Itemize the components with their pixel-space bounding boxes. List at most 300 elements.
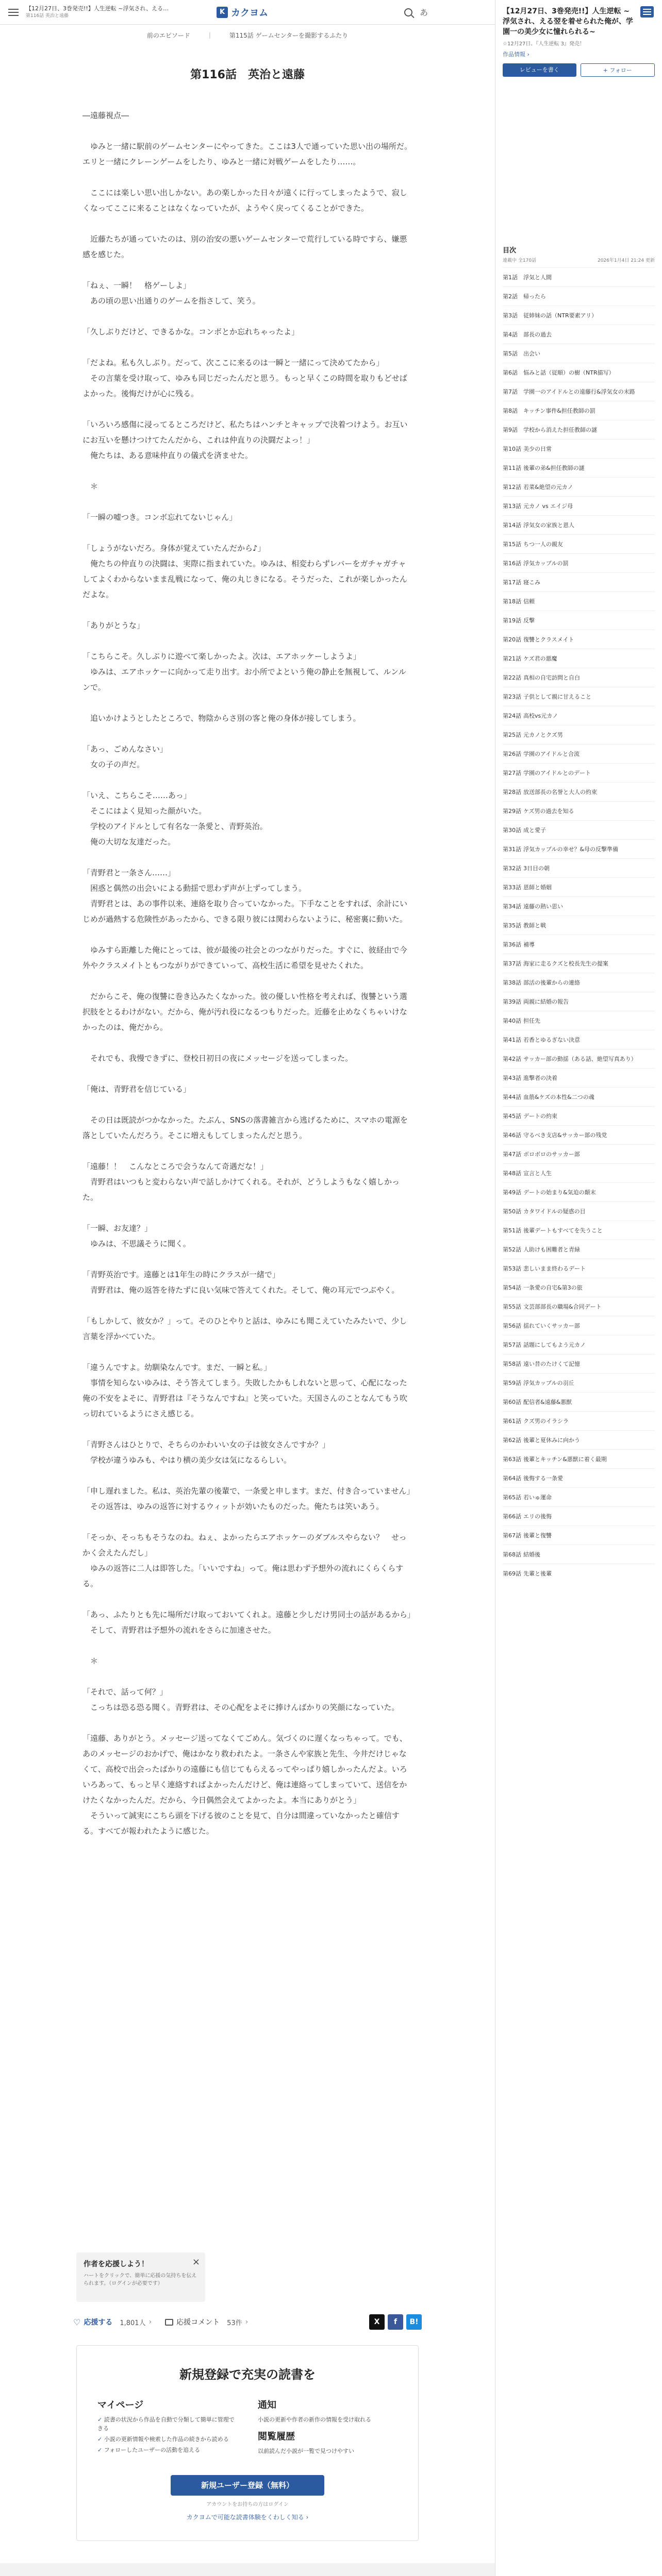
table-of-contents <box>495 245 662 1583</box>
toc-item-label: 結婚後 <box>523 1551 540 1558</box>
toc-item[interactable] <box>503 344 655 363</box>
toc-item[interactable] <box>503 973 655 992</box>
body-paragraph: 「いえ、こちらこそ……あっ」 <box>82 791 191 800</box>
heart-icon[interactable]: ♡ <box>73 2317 81 2327</box>
reader-main <box>0 25 495 2563</box>
body-paragraph: 「遠藤、ありがとう。メッセージ送ってなくてごめん。気づくのに遅くなっちゃって。でも、あのメッセージのおかげで、俺はかなり救われたよ。一条さんや家族と先生、今井だけじゃなくて、高校で出会ったばかりの遠藤にも信じてもらえるってやっぱり嬉しかったんだよ。いろいろあって、もっと早く連絡すればよかったんだけど、俺は連絡ってしまっていて、送信をかけたくなかったんだ。だから、今日偶然会えてよかったよ。本当にありがとう」 <box>82 1734 407 1805</box>
support-tip-text: ハートをクリックで、簡単に応援の気持ちを伝えられます。（ログインが必要です） <box>84 2273 197 2286</box>
register-title: 新規登録で充実の読書を <box>179 2367 316 2382</box>
body-paragraph: 「青野さんはひとりで、そちらのかわいい女の子は彼女さんですか？」 <box>82 1440 330 1449</box>
toc-item-number: 第58話 <box>503 1361 521 1367</box>
register-button[interactable]: 新規ユーザー登録（無料） <box>171 2475 324 2496</box>
toc-item[interactable] <box>503 782 655 801</box>
body-paragraph: 俺たちは、ある意味仲直りの儀式を済ませた。 <box>82 451 253 460</box>
toc-item-number: 第5話 <box>503 350 518 357</box>
toc-item[interactable] <box>503 706 655 725</box>
toc-item[interactable] <box>503 1030 655 1049</box>
toc-item-label: 浮気と人間 <box>523 274 552 281</box>
toc-item-number: 第1話 <box>503 274 518 281</box>
toc-item-number: 第12話 <box>503 484 521 490</box>
sidebar-work-info-link[interactable]: 作品情報 › <box>503 51 529 58</box>
toc-item[interactable] <box>503 1240 655 1259</box>
toc-item[interactable] <box>503 1526 655 1545</box>
body-paragraph: ゆみと一緒に駅前のゲームセンターにやってきた。ここは3人で通っていた思い出の場所だ。エリと一緒にクレーンゲームをしたり、ゆみと一緒に対戦ゲームをしたり……。 <box>82 142 412 166</box>
work-title-header[interactable] <box>26 5 201 20</box>
toc-item-label: 学校から消えた担任教師の謎 <box>523 427 597 433</box>
toc-item-number: 第48話 <box>503 1170 521 1177</box>
toc-item-number: 第16話 <box>503 560 521 567</box>
toc-item[interactable] <box>503 1373 655 1392</box>
body-paragraph <box>82 695 412 710</box>
toc-item[interactable] <box>503 553 655 572</box>
body-paragraph <box>82 1514 412 1530</box>
body-paragraph <box>82 633 412 649</box>
toc-item-number: 第64話 <box>503 1475 521 1482</box>
font-size-icon[interactable]: あ <box>419 8 428 18</box>
toc-item-number: 第34話 <box>503 903 521 910</box>
toc-item-label: デートの始まり&気迫の顛末 <box>523 1189 596 1196</box>
mypage-item: ✓ フォローしたユーザーの活動を追える <box>97 2446 237 2454</box>
body-paragraph <box>82 216 412 231</box>
toc-item[interactable] <box>503 1182 655 1201</box>
current-episode-link[interactable]: 第115話 ゲームセンターを撮影するふたり <box>229 31 349 39</box>
body-paragraph: その日は既読がつかなかった。たぶん、SNSの落書雑言から逃げるために、スマホの電源を落としていたんだろう。そこに増えもしてしまったんだと思う。 <box>82 1115 408 1140</box>
toc-item-number: 第56話 <box>503 1323 521 1329</box>
toc-item[interactable] <box>503 763 655 782</box>
toc-item-number: 第38話 <box>503 979 521 986</box>
login-link[interactable]: アカウントをお持ちの方はログイン <box>206 2502 289 2507</box>
work-sidebar <box>495 0 662 2576</box>
toc-item-label: 一条愛の自宅&第3の旅 <box>523 1284 583 1291</box>
toc-item-number: 第10話 <box>503 446 521 452</box>
toc-item[interactable] <box>503 1487 655 1506</box>
toc-item-number: 第7話 <box>503 388 518 395</box>
toc-item-number: 第46話 <box>503 1132 521 1139</box>
toc-item[interactable] <box>503 1278 655 1297</box>
toc-item[interactable] <box>503 858 655 877</box>
toc-item-label: 進撃者の決着 <box>523 1075 557 1081</box>
body-paragraph: 女の子の声だ。 <box>82 760 145 769</box>
toc-item-number: 第45話 <box>503 1113 521 1120</box>
comment-count[interactable]: 53件 <box>227 2319 242 2327</box>
body-paragraph: 事情を知らないゆみは、そう答えてしまう。失敗したかもしれないと思って、心配になった俺の不安をよそに、青野君は『そうなんですね』と笑っていた。天国さんのことなんてもう吹っ切れているようにさえ感じる。 <box>82 1378 408 1418</box>
toc-item-number: 第8話 <box>503 408 518 414</box>
body-paragraph: ―遠藤視点― <box>82 111 129 120</box>
toc-item-label: 学園のアイドルと合流 <box>523 751 580 757</box>
body-paragraph <box>82 340 412 355</box>
body-paragraph <box>82 309 412 324</box>
toc-item-label: 真相の自宅訪問と自白 <box>523 674 580 681</box>
toc-item-label: サッカー部の動揺（ある話、絶望写真あり） <box>523 1056 637 1062</box>
toc-item-number: 第11話 <box>503 465 521 471</box>
toc-item-label: ちつ一人の親友 <box>523 541 563 548</box>
toc-item-label: 後輩の弟&担任教師の謎 <box>523 465 585 471</box>
toc-item[interactable] <box>503 363 655 382</box>
body-paragraph <box>82 1298 412 1313</box>
toc-item-label: 守るべき支店&サッカー部の残党 <box>523 1132 607 1139</box>
toc-item-number: 第3話 <box>503 312 518 319</box>
toc-item-number: 第67話 <box>503 1532 521 1539</box>
toc-item[interactable] <box>503 1545 655 1564</box>
toc-item-label: 若いゅ運命 <box>523 1494 552 1501</box>
toc-item[interactable] <box>503 382 655 401</box>
toc-item[interactable] <box>503 1163 655 1182</box>
toc-item[interactable] <box>503 896 655 916</box>
toc-item[interactable] <box>503 1144 655 1163</box>
toc-item-number: 第13話 <box>503 503 521 510</box>
body-paragraph <box>82 1591 412 1607</box>
body-paragraph: ゆみの返答に二人は即答した。「いいですね」って。俺は思わず予想外の流れにくらくらする。 <box>82 1564 404 1588</box>
chevron-right-icon: › <box>245 2318 249 2326</box>
toc-item-number: 第18話 <box>503 598 521 605</box>
toc-item-number: 第33話 <box>503 884 521 891</box>
body-paragraph: そういって誠実にこちら頭を下げる彼のことを見て、自分は間違っていなかったと確信する。すべてが報われたように感じた。 <box>82 1811 400 1836</box>
toc-title: 目次 <box>503 247 517 255</box>
toc-item-label: 悩みと話（従順）の樹（NTR描写） <box>523 369 615 376</box>
body-paragraph: 「あっ、ふたりとも先に場所だけ取っておいてくれよ。遠藤と少しだけ男同士の話があるから」 <box>82 1610 415 1619</box>
toc-item[interactable] <box>503 1449 655 1468</box>
comment-button[interactable]: 応援コメント <box>176 2318 220 2327</box>
toc-item[interactable] <box>503 439 655 458</box>
toc-item-number: 第4話 <box>503 331 518 338</box>
body-paragraph: 「こちらこそ。久しぶりに遊べて楽しかったよ。次は、エアホッケーしようよ」 <box>82 652 361 661</box>
body-paragraph: ゆみは、エアホッケーに向かって走り出す。お小所でよという俺の静止を無視して、ルンルンで。 <box>82 667 406 692</box>
toc-item-number: 第2話 <box>503 293 518 300</box>
toc-item-number: 第62話 <box>503 1437 521 1444</box>
body-paragraph: 追いかけようとしたところで、物陰からさ別の客と俺の身体が接してしまう。 <box>82 714 361 723</box>
toc-item-label: 血筋&ケズの本性&二つの魂 <box>523 1094 594 1100</box>
body-paragraph: それでも、我慢できずに、登校日初日の夜にメッセージを送ってしまった。 <box>82 1054 353 1063</box>
body-paragraph: 青野君は、俺の返答を待たずに良い気味で答えてくれた。そして、俺の耳元でつぶやく。 <box>82 1285 400 1295</box>
toc-item[interactable] <box>503 1221 655 1240</box>
toc-item-number: 第50話 <box>503 1208 521 1215</box>
panel-toggle-icon[interactable] <box>640 6 654 18</box>
toc-item[interactable] <box>503 1430 655 1449</box>
toc-item-number: 第26話 <box>503 751 521 757</box>
body-paragraph: だからこそ、俺の復讐に巻き込みたくなかった。彼の優しい性格を考えれば、復讐という選択肢をとるわけがない。だから、俺が汚れ役になるつもりだった。近藤を止めなくちゃいけなかったのは、俺だから。 <box>82 992 407 1032</box>
support-button[interactable]: 応援する <box>84 2318 113 2327</box>
body-paragraph: 俺たちの仲直りの決闘は、実際に指まれていた。ゆみは、相変わらずレバーをガチャガチャしてよくわからないまま乱戦になって、俺の丸じきになる。そうだった、これが楽しかったんだよな。 <box>82 559 407 599</box>
toc-item[interactable] <box>503 668 655 687</box>
toc-item[interactable] <box>503 1106 655 1125</box>
toc-item-number: 第29話 <box>503 808 521 815</box>
toc-item-label: 元カノ vs エイジ母 <box>523 503 573 510</box>
toc-item[interactable] <box>503 954 655 973</box>
toc-item[interactable] <box>503 1201 655 1221</box>
toc-item[interactable] <box>503 630 655 649</box>
body-paragraph: 「一瞬の嘘つき。コンボ忘れてないじゃん」 <box>82 513 237 522</box>
register-panel <box>76 2345 419 2541</box>
toc-item[interactable] <box>503 1564 655 1583</box>
follow-button[interactable]: + フォロー <box>581 63 655 77</box>
toc-item[interactable] <box>503 496 655 515</box>
body-paragraph: 「俺は、青野君を信じている」 <box>82 1084 191 1094</box>
body-paragraph: 「あっ、ごめんなさい」 <box>82 744 168 754</box>
toc-item-number: 第59話 <box>503 1380 521 1386</box>
toc-item[interactable] <box>503 1259 655 1278</box>
toc-item-label: 後輩デートもすべてを失うこと <box>523 1227 603 1234</box>
body-paragraph: 「久しぶりだけど、できるかな。コンボとか忘れちゃったよ」 <box>82 327 300 336</box>
toc-item-number: 第37話 <box>503 960 521 967</box>
toc-item-label: 若菜&絶望の元カノ <box>523 484 573 490</box>
toc-item-number: 第17話 <box>503 579 521 586</box>
body-paragraph: 「青野英治です。遠藤とは1年生の時にクラスが一緒で」 <box>82 1270 280 1279</box>
toc-item-number: 第47話 <box>503 1151 521 1158</box>
body-paragraph: 「違うんですよ。幼馴染なんです。まだ、一瞬と私。」 <box>82 1363 272 1372</box>
x-share-icon[interactable]: X <box>369 2314 385 2330</box>
body-paragraph: その返答は、ゆみの返答に対するウィットが効いたものだった。俺たちは笑いあう。 <box>82 1502 384 1511</box>
toc-item-number: 第66話 <box>503 1513 521 1520</box>
toc-item[interactable] <box>503 591 655 611</box>
toc-item-label: 両親に結婚の報告 <box>523 998 569 1005</box>
toc-item-label: 遠い昔のたけくて記憶 <box>523 1361 580 1367</box>
toc-item[interactable] <box>503 534 655 553</box>
body-paragraph: 青野君とは、あの事件以来、連絡を取り合っていなかった。下手なことをすれば、余計にいじめが過熱する危険性があったから、できる限り彼には関わらないように、秘密裏に動いた。 <box>82 899 408 924</box>
body-paragraph <box>82 1421 412 1437</box>
body-paragraph: あの頃の思い出通りのゲームを指さして、笑う。 <box>82 296 260 306</box>
toc-item-label: 浮気カップルの羽丘 <box>523 1380 574 1386</box>
body-paragraph: 「そっか、そっちもそうなのね。ねぇ、よかったらエアホッケーのダブルスやらない？ せっかく会えたんだし」 <box>82 1533 407 1557</box>
body-paragraph: ゆみすら距離した俺にとっては、彼が最後の社会とのつながりだった。すぐに、彼経由で今外やクラスメイトともつながりができていって、高校生活に希望を見せたくれた。 <box>82 945 407 970</box>
notify-text: 小説の更新や作者の新作の情報を受け取れる <box>258 2416 371 2423</box>
toc-item-label: 先輩と後輩 <box>523 1570 552 1577</box>
nav-separator: | <box>208 31 211 39</box>
body-paragraph: そこにはよく見知った顔がいた。 <box>82 806 207 816</box>
comment-icon[interactable] <box>165 2319 173 2326</box>
toc-item-label: 人助けも困難者と青緑 <box>523 1246 580 1253</box>
body-paragraph: 「もしかして、彼女か？」って。そのひとやりと話は、ゆみにも聞こえていたみたいで、少し言葉を浮かべていた。 <box>82 1316 407 1341</box>
toc-item[interactable] <box>503 992 655 1011</box>
toc-item-label: ケズ男の過去を知る <box>523 808 574 815</box>
toc-item-number: 第39話 <box>503 998 521 1005</box>
body-paragraph <box>82 262 412 278</box>
toc-item[interactable] <box>503 477 655 496</box>
toc-item-label: 担任先 <box>523 1018 540 1024</box>
toc-item-label: デートの約束 <box>523 1113 557 1120</box>
toc-item[interactable] <box>503 611 655 630</box>
toc-item-label: 遠藤の熱い思い <box>523 903 563 910</box>
toc-item-label: 高校vs元カノ <box>523 713 558 719</box>
toc-item-label: 配信者&遠藤&悪獣 <box>523 1399 572 1405</box>
body-paragraph <box>82 1344 412 1360</box>
episode-body <box>82 108 415 1839</box>
toc-item-label: 復讐とクラスメイト <box>523 636 574 643</box>
toc-item[interactable] <box>503 725 655 744</box>
toc-item[interactable] <box>503 801 655 820</box>
body-paragraph <box>82 1205 412 1221</box>
toc-item-number: 第36話 <box>503 941 521 948</box>
toc-item[interactable] <box>503 687 655 706</box>
facebook-share-icon[interactable]: f <box>388 2314 403 2330</box>
body-paragraph <box>82 525 412 540</box>
toc-item[interactable] <box>503 1354 655 1373</box>
body-paragraph <box>82 463 412 479</box>
toc-item-number: 第65話 <box>503 1494 521 1501</box>
toc-item-label: 宣言と人生 <box>523 1170 552 1177</box>
body-paragraph: ここには楽しい思い出しかない。あの楽しかった日々が遠くに行ってしまったようで、寂しくなってここに来ることはなくなっていたが、ようやく戻ってくることができた。 <box>82 188 407 213</box>
body-paragraph <box>82 1669 412 1684</box>
toc-item-number: 第6話 <box>503 369 518 376</box>
toc-item[interactable] <box>503 286 655 306</box>
toc-item[interactable] <box>503 1506 655 1526</box>
body-paragraph: ＊ <box>82 482 98 491</box>
toc-item-number: 第24話 <box>503 713 521 719</box>
sidebar-catchphrase: ☆12月27日、『人生逆転 3』発売！ <box>503 41 585 47</box>
toc-item[interactable] <box>503 1068 655 1087</box>
body-paragraph <box>82 170 412 185</box>
toc-item[interactable] <box>503 877 655 896</box>
toc-item-label: カタワイドルの疑惑の目 <box>523 1208 586 1215</box>
toc-item-label: 元カノとクズ男 <box>523 732 563 738</box>
body-paragraph: その言葉を受け取って、ゆみも同じだったんだと思う。もっと早くこの時間を取りもどせばよかった。後悔だけが心に残る。 <box>82 374 407 398</box>
toc-item[interactable] <box>503 839 655 858</box>
toc-item-number: 第40話 <box>503 1018 521 1024</box>
toc-item-label: 放送部長の名誉と大人の約束 <box>523 789 597 795</box>
toc-item-number: 第20話 <box>503 636 521 643</box>
toc-item-number: 第30話 <box>503 827 521 834</box>
toc-item[interactable] <box>503 916 655 935</box>
toc-item-number: 第61話 <box>503 1418 521 1425</box>
toc-item[interactable] <box>503 401 655 420</box>
toc-item[interactable] <box>503 935 655 954</box>
toc-item-number: 第27話 <box>503 770 521 776</box>
toc-item-label: 出会い <box>523 350 540 357</box>
body-paragraph: 「ねぇ、一瞬！ 格ゲーしよ」 <box>82 281 191 290</box>
toc-item-number: 第22話 <box>503 674 521 681</box>
toc-item[interactable] <box>503 267 655 286</box>
toc-item-label: 反撃 <box>523 617 535 624</box>
body-paragraph: 俺の大切な友達だった。 <box>82 837 176 846</box>
body-paragraph: 近藤たちが通っていたのは、別の治安の悪いゲームセンターで荒行している時ですら、嫌悪感を感じた。 <box>82 234 407 259</box>
toc-item-number: 第63話 <box>503 1456 521 1463</box>
body-paragraph <box>82 1251 412 1267</box>
toc-item-number: 第42話 <box>503 1056 521 1062</box>
body-paragraph <box>82 1468 412 1483</box>
toc-item[interactable] <box>503 572 655 591</box>
toc-item[interactable] <box>503 420 655 439</box>
body-paragraph: 青野君はいつもと変わらない声で話しかけてくれる。それが、どうしようもなく嬉しかった。 <box>82 1177 400 1202</box>
toc-item-number: 第43話 <box>503 1075 521 1081</box>
header-title: 【12月27日、3巻発売!!】人生逆転 ~浮気され、える… <box>26 5 169 12</box>
sidebar-work-title[interactable]: 【12月27日、3巻発売!!】人生逆転 ~浮気され、える翌を着せられた俺が、学園一の美少女に憧れられる~ <box>503 7 633 36</box>
body-paragraph <box>82 1066 412 1081</box>
toc-item-number: 第57話 <box>503 1342 521 1348</box>
toc-item[interactable] <box>503 306 655 325</box>
search-icon[interactable] <box>404 8 412 16</box>
toc-item-label: 浮気女の家族と恩人 <box>523 522 574 529</box>
toc-item[interactable] <box>503 1392 655 1411</box>
write-review-button[interactable]: レビューを書く <box>503 63 576 77</box>
body-paragraph: 「青野君と一条さん……」 <box>82 868 176 877</box>
toc-item[interactable] <box>503 820 655 839</box>
toc-item-number: 第44話 <box>503 1094 521 1100</box>
toc-item-number: 第55話 <box>503 1303 521 1310</box>
body-paragraph <box>82 772 412 788</box>
toc-item[interactable] <box>503 325 655 344</box>
toc-item[interactable] <box>503 1297 655 1316</box>
toc-item[interactable] <box>503 1411 655 1430</box>
toc-item[interactable] <box>503 1087 655 1106</box>
toc-item-number: 第32話 <box>503 865 521 872</box>
toc-item-label: 悲しいまま終わるデート <box>523 1265 586 1272</box>
toc-item-label: 子供として親に甘えること <box>523 693 591 700</box>
header-subtitle: 第116話 英治と遠藤 <box>26 13 69 19</box>
toc-item[interactable] <box>503 1125 655 1144</box>
support-tip-title: 作者を応援しよう！ <box>84 2260 148 2268</box>
toc-item[interactable] <box>503 1049 655 1068</box>
toc-item-label: 教師と戦 <box>523 922 546 929</box>
toc-item-number: 第35話 <box>503 922 521 929</box>
toc-item-label: 揺れていくサッカー部 <box>523 1323 580 1329</box>
toc-item-number: 第49話 <box>503 1189 521 1196</box>
toc-list <box>503 267 655 1583</box>
toc-item-label: 話題にしてもよう元カノ <box>523 1342 586 1348</box>
body-paragraph <box>82 973 412 989</box>
body-paragraph: ＊ <box>82 1656 98 1666</box>
toc-item[interactable] <box>503 1468 655 1487</box>
body-paragraph: 「だよね。私も久しぶり。だって、次ここに来るのは一瞬と一緒にって決めてたから」 <box>82 358 384 367</box>
hatena-share-icon[interactable]: B! <box>406 2314 422 2330</box>
body-paragraph <box>82 927 412 942</box>
body-paragraph <box>82 1143 412 1159</box>
body-paragraph <box>82 1097 412 1112</box>
close-icon[interactable]: × <box>192 2257 200 2267</box>
toc-item-label: クズ男のイラシラ <box>523 1418 569 1425</box>
share-buttons <box>369 2314 422 2330</box>
logo-text: カクヨム <box>231 7 268 19</box>
toc-item-number: 第9話 <box>503 427 518 433</box>
menu-icon[interactable] <box>7 6 20 19</box>
episode-title: 第116話 英治と遠藤 <box>190 69 305 81</box>
toc-item-number: 第23話 <box>503 693 521 700</box>
toc-item[interactable] <box>503 515 655 534</box>
toc-item[interactable] <box>503 1011 655 1030</box>
notify-title: 通知 <box>258 2400 276 2411</box>
support-count[interactable]: 1,801人 <box>120 2319 146 2327</box>
toc-item-label: 部長の過去 <box>523 331 552 338</box>
toc-item-label: 従姉妹の話（NTR要素アリ） <box>523 312 598 319</box>
toc-item-label: 寝こみ <box>523 579 540 586</box>
prev-episode-link[interactable]: 前のエピソード <box>146 31 190 39</box>
body-paragraph: 「しょうがないだろ。身体が覚えていたんだから♪」 <box>82 544 266 553</box>
toc-count: 連載中 全170話 <box>503 258 537 263</box>
toc-item[interactable] <box>503 1335 655 1354</box>
logo-icon: K <box>217 7 228 18</box>
body-paragraph: そして、青野君は予想外の流れをさらに加速させた。 <box>82 1625 276 1635</box>
toc-item[interactable] <box>503 649 655 668</box>
body-paragraph <box>82 401 412 417</box>
learn-more-link[interactable]: カクヨムで可能な読書体験をくわしく知る › <box>186 2514 309 2521</box>
toc-item-label: 部活の後輩からの連絡 <box>523 979 580 986</box>
toc-item-label: 帰ったら <box>523 293 546 300</box>
kakuyomu-logo[interactable] <box>217 6 268 19</box>
toc-item-number: 第41話 <box>503 1037 521 1043</box>
body-paragraph: こっちは恐る恐る聞く。青野君は、その心配をよそに捧けんばかりの笑顔になっていた。 <box>82 1703 400 1712</box>
body-paragraph <box>82 1638 412 1653</box>
toc-item[interactable] <box>503 1316 655 1335</box>
toc-item-label: 補導 <box>523 941 535 948</box>
toc-item-label: 浮気カップルの幸せ？&母の反撃準備 <box>523 846 619 853</box>
toc-item-number: 第52話 <box>503 1246 521 1253</box>
toc-item-number: 第69話 <box>503 1570 521 1577</box>
toc-item[interactable] <box>503 744 655 763</box>
toc-item-label: 後輩と夏休みに向かう <box>523 1437 580 1444</box>
toc-item-label: 海家に走るクズと校長先生の提案 <box>523 960 608 967</box>
body-paragraph: 「遠藤！！ こんなところで会うなんて奇遇だな！」 <box>82 1162 268 1171</box>
toc-item-number: 第14話 <box>503 522 521 529</box>
toc-item[interactable] <box>503 458 655 477</box>
toc-updated: 2026年1月4日 21:24 更新 <box>597 258 655 263</box>
